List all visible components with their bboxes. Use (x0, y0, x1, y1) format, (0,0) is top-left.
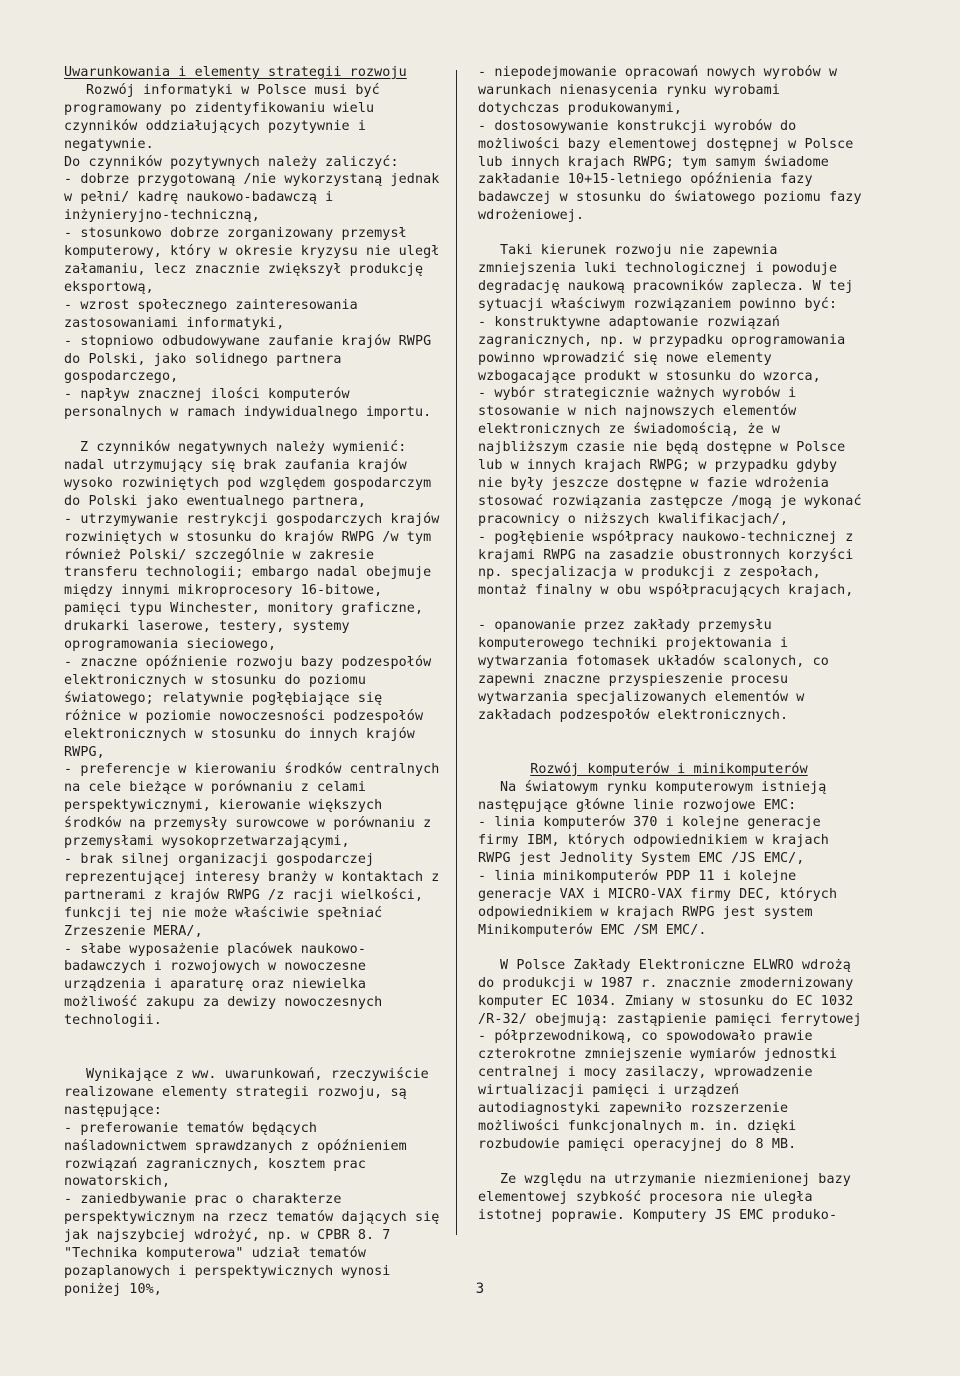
strategy-element: - zaniedbywanie prac o charakterze perspektywicznym na rzecz tematów dających się jak najszybciej wdrożyć, np. w CPBR 8. 7 "Technika komputerowa" udział tematów pozaplanowych i perspektywicznych wynosi poniżej 10%, (64, 1192, 440, 1297)
positive-factor: - napływ znacznej ilości komputerów personalnych w ramach indywidualnego importu. (64, 387, 432, 421)
elwro-paragraph: W Polsce Zakłady Elektroniczne ELWRO wdrożą do produkcji w 1987 r. znacznie zmodernizowany komputer EC 1034. Zmiany w stosunku do EC 1032 /R-32/ obejmują: zastąpienie pamięci ferrytowej - półprzewodnikową, co spowodowało prawie czterokrotne zmniejszenie wymiarów jednostki centralnej i mocy zasilaczy, wprowadzenie wirtualizacji pamięci i urządzeń autodiagnostyki zapewniło rozszerzenie możliwości funkcjonalnych m. in. dzięki rozbudowie pamięci operacyjnej do 8 MB. (478, 957, 862, 1152)
direction-item: - opanowanie przez zakłady przemysłu komputerowego techniki projektowania i wytwarzania fotomasek układów scalonych, co zapewni znaczne przyspieszenie procesu wytwarzania specjalizowanych elementów w zakładach podzespołów elektronicznych. (478, 618, 829, 723)
strategy-elements-intro: Wynikające z ww. uwarunkowań, rzeczywiście realizowane elementy strategii rozwoju, są następujące: (64, 1067, 429, 1118)
negative-factor: - preferencje w kierowaniu środków centralnych na cele bieżące w porównaniu z celami perspektywicznymi, kierowanie większych środków na przemysły surowcowe w porównaniu z przemysłami wysokoprzetwarzającymi, (64, 762, 440, 850)
negative-factor: - utrzymywanie restrykcji gospodarczych krajów rozwiniętych w stosunku do krajów RWPG /w tym również Polski/ szczególnie w zakresie transferu technologii; embargo nadal obejmuje między innymi mikroprocesory 16-bitowe, pamięci typu Winchester, monitory graficzne, drukarki laserowe, testery, systemy oprogramowania sieciowego, (64, 511, 440, 653)
direction-item: - konstruktywne adaptowanie rozwiązań zagranicznych, np. w przypadku oprogramowania powinno wprowadzić się nowe elementy wzbogacające produkt w stosunku do wzorca, (478, 314, 846, 384)
world-market-intro: Na światowym rynku komputerowym istnieją następujące główne linie rozwojowe EMC: (478, 779, 827, 813)
column-divider (456, 70, 457, 1235)
negative-factors-intro: Z czynników negatywnych należy wymienić: (80, 440, 407, 456)
development-line: - linia minikomputerów PDP 11 i kolejne generacje VAX i MICRO-VAX firmy DEC, których odpowiednikiem w krajach RWPG jest system Minikomputerów EMC /SM EMC/. (478, 869, 838, 938)
section-heading: Uwarunkowania i elementy strategii rozwoju (64, 65, 407, 80)
direction-paragraph: Taki kierunek rozwoju nie zapewnia zmniejszenia luki technologicznej i powoduje degradację naukową pracowników zaplecza. W tej sytuacji właściwym rozwiązaniem powinno być: (478, 243, 854, 312)
negative-factor: - słabe wyposażenie placówek naukowo-badawczych i rozwojowych w nowoczesne urządzenia i aparaturę oraz niewielka możliwość zakupu za dewizy nowoczesnych technologii. (64, 941, 383, 1029)
processor-speed-paragraph: Ze względu na utrzymanie niezmienionej bazy elementowej szybkość procesora nie uległa istotnej poprawie. Komputery JS EMC produko- (478, 1171, 851, 1223)
right-column (478, 64, 868, 1224)
section-heading-computers: Rozwój komputerów i minikomputerów (530, 761, 808, 777)
left-column (64, 64, 446, 1299)
strategy-element: - preferowanie tematów będących naśladownictwem sprawdzanych z opóźnieniem rozwiązań zagranicznych, kosztem prac nowatorskich, (64, 1120, 407, 1190)
negative-factor: - znaczne opóźnienie rozwoju bazy podzespołów elektronicznych w stosunku do poziomu światowego; relatywnie pogłębiające się różnice w poziomie nowoczesności podzespołów elektronicznych w stosunku do innych krajów RWPG, (64, 655, 432, 760)
positive-factor: - wzrost społecznego zainteresowania zastosowaniami informatyki, (64, 297, 358, 331)
negative-factor: - brak silnej organizacji gospodarczej reprezentującej interesy branży w kontaktach z partnerami z krajów RWPG /z racji wielkości, funkcji tej nie może właściwie spełniać Zrzeszenie MERA/, (64, 851, 440, 939)
direction-item: - pogłębienie współpracy naukowo-technicznej z krajami RWPG na zasadzie obustronnych korzyści np. specjalizacja w produkcji z zespołach, montaż finalny w obu współpracujących krajach, (478, 529, 854, 599)
positive-factor: - dobrze przygotowaną /nie wykorzystaną jednak w pełni/ kadrę naukowo-badawczą i inżynieryjno-techniczną, (64, 172, 440, 224)
strategy-element: - dostosowywanie konstrukcji wyrobów do możliwości bazy elementowej dostępnej w Polsce lub innych krajach RWPG; tym samym świadome zakładanie 10+15-letniego opóźnienia fazy badawczej w stosunku do światowego poziomu fazy wdrożeniowej. (478, 118, 862, 224)
positive-factors-intro: Do czynników pozytywnych należy zaliczyć: (64, 154, 399, 170)
positive-factor: - stosunkowo dobrze zorganizowany przemysł komputerowy, który w okresie kryzysu nie uległ załamaniu, lecz znacznie zwiększył produkcję eksportową, (64, 226, 440, 295)
direction-item: - wybór strategicznie ważnych wyrobów i stosowanie w nich najnowszych elementów elektronicznych ze świadomością, że w najbliższym czasie nie będą dostępne w Polsce lub w innych krajach RWPG; w przypadku gdyby nie były jeszcze dostępne w fazie wdrożenia stosować rozwiązania zastępcze /mogą je wykonać pracownicy o niższych kwalifikacjach/, (478, 386, 862, 527)
negative-factor: nadal utrzymujący się brak zaufania krajów wysoko rozwiniętych pod względem gospodarczym do Polski jako ewentualnego partnera, (64, 458, 432, 509)
strategy-element: - niepodejmowanie opracowań nowych wyrobów w warunkach nienasycenia rynku wyrobami dotychczas produkowanymi, (478, 65, 838, 116)
intro-paragraph: Rozwój informatyki w Polsce musi być programowany po zidentyfikowaniu wielu czynników oddziałujących pozytywnie i negatywnie. (64, 82, 380, 152)
development-line: - linia komputerów 370 i kolejne generacje firmy IBM, których odpowiednikiem w krajach RWPG jest Jednolity System EMC /JS EMC/, (478, 815, 829, 867)
page-number: 3 (475, 1281, 485, 1297)
positive-factor: - stopniowo odbudowywane zaufanie krajów RWPG do Polski, jako solidnego partnera gospodarczego, (64, 333, 432, 385)
